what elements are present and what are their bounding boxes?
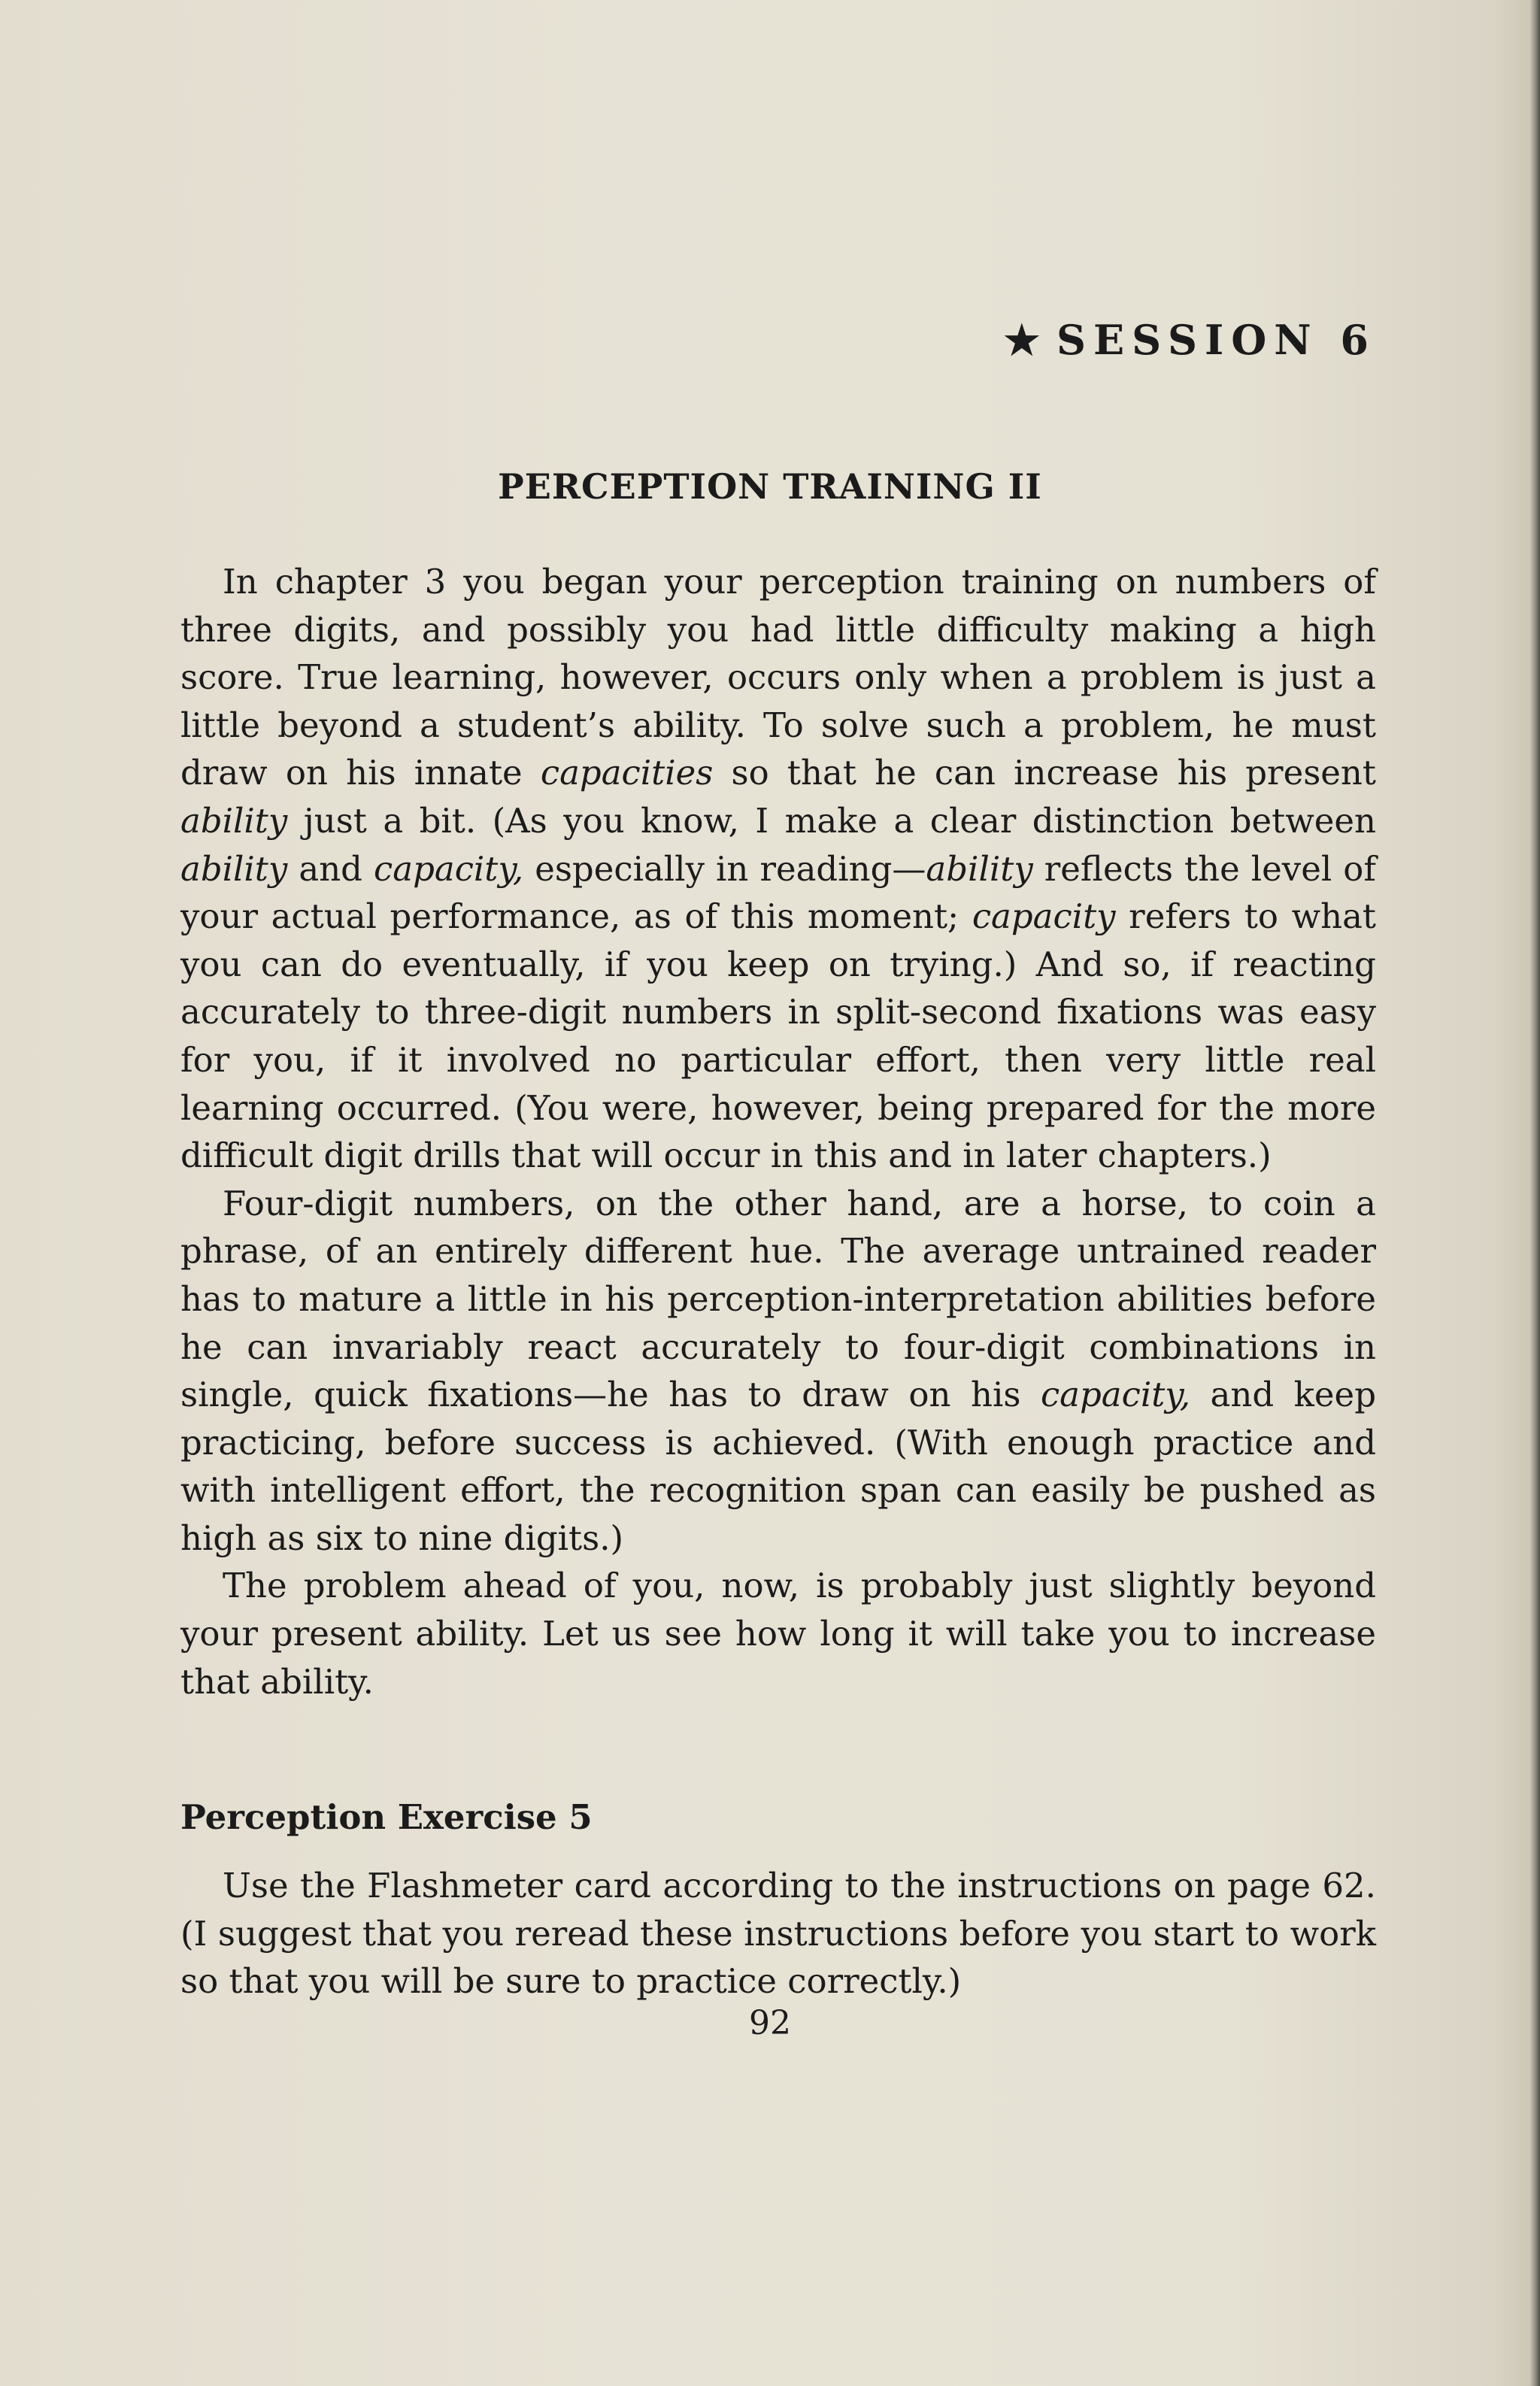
- italic-term: ability: [180, 800, 288, 841]
- exercise-instructions: [180, 1862, 1376, 2006]
- chapter-title: PERCEPTION TRAINING II: [498, 466, 1042, 507]
- italic-term: capacity,: [1040, 1375, 1191, 1415]
- body-text: [180, 558, 1376, 1705]
- italic-term: capacities: [540, 753, 714, 793]
- paragraph: Four-digit numbers, on the other hand, are a horse, to coin a phrase, of an entirely different hue. The average untrained reader has to mature a little in his perception-interpretation abilities before he can invariably react accurately to four-digit combinations in single, quick fixations—he has to draw on his capacity, and keep practicing, before success is achieved. (With enough practice and with intelligent effort, the recognition span can easily be pushed as high as six to nine digits.): [180, 1183, 1376, 1558]
- italic-term: ability: [180, 848, 288, 889]
- exercise-paragraph: Use the Flashmeter card according to the instructions on page 62. (I suggest that you reread these instructions before you start to work so that you will be sure to practice correctly.): [180, 1866, 1376, 2002]
- page-number: 92: [749, 2004, 791, 2042]
- paragraph: The problem ahead of you, now, is probably just slightly beyond your present ability. Let us see how long it will take you to increase that ability.: [180, 1566, 1376, 1702]
- exercise-heading: Perception Exercise 5: [180, 1797, 593, 1837]
- session-label: SESSION 6: [1056, 316, 1376, 364]
- italic-term: ability: [926, 848, 1033, 889]
- star-icon: ★: [1003, 316, 1047, 364]
- session-heading: [1004, 316, 1376, 364]
- italic-term: capacity: [972, 896, 1116, 937]
- paragraph: In chapter 3 you began your perception training on numbers of three digits, and possibly you had little difficulty making a high score. True learning, however, occurs only when a problem is just a little beyond a student’s ability. To solve such a problem, he must draw on his innate capacities so that he can increase his present ability just a bit. (As you know, I make a clear distinction between ability and capacity, especially in reading—ability reflects the level of your actual performance, as of this moment; capacity refers to what you can do eventually, if you keep on trying.) And so, if reacting accurately to three-digit numbers in split-second fixations was easy for you, if it involved no particular effort, then very little real learning occurred. (You were, however, being prepared for the more difficult digit drills that will occur in this and in later chapters.): [180, 562, 1377, 1176]
- italic-term: capacity,: [374, 848, 524, 889]
